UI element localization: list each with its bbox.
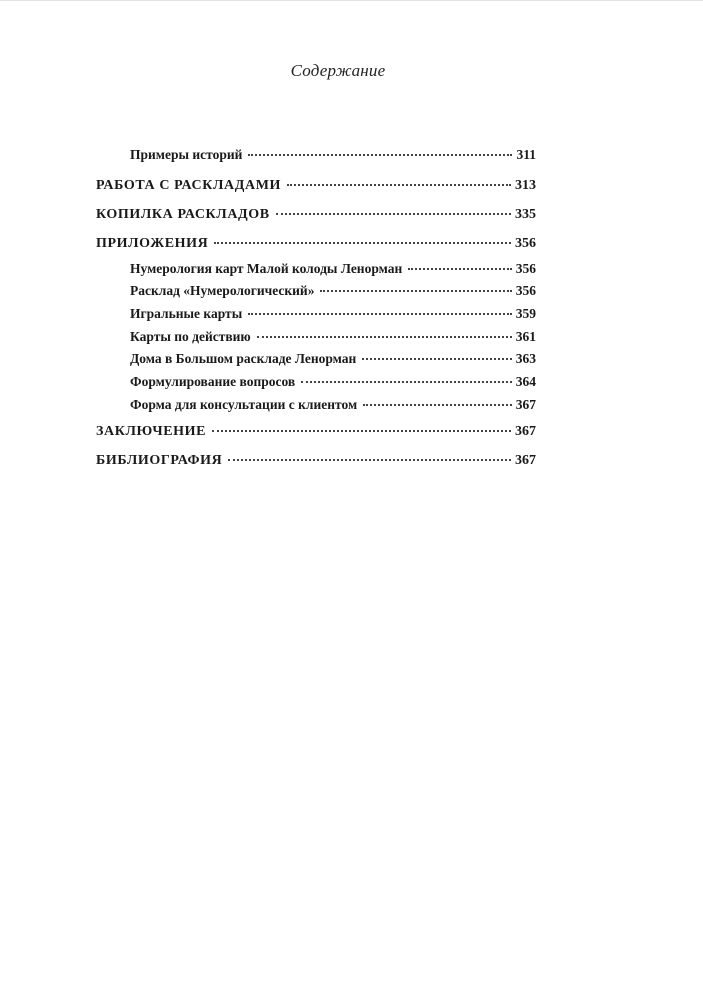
toc-entry-igralnye-karty xyxy=(96,303,536,326)
dot-leader xyxy=(408,268,511,270)
toc-entry-label: ПРИЛОЖЕНИЯ xyxy=(96,235,209,251)
toc-entry-primery-istoriy xyxy=(96,144,536,167)
toc-entry-rasklad-numerologicheskiy xyxy=(96,280,536,303)
toc-entry-page: 367 xyxy=(515,452,536,468)
dot-leader xyxy=(257,336,512,338)
toc-entry-label: Дома в Большом раскладе Ленорман xyxy=(130,351,357,367)
toc-entry-page: 356 xyxy=(515,283,536,299)
dot-leader xyxy=(320,290,511,292)
toc-entry-page: 356 xyxy=(515,260,536,276)
toc-entry-page: 361 xyxy=(515,328,536,344)
toc-entry-bibliografiya xyxy=(96,446,536,475)
toc-entry-label: Форма для консультации с клиентом xyxy=(130,396,358,412)
toc-entry-page: 359 xyxy=(515,306,536,322)
toc-entry-label: БИБЛИОГРАФИЯ xyxy=(96,452,223,468)
toc-entry-rabota-s-raskladami xyxy=(96,171,536,200)
toc-entry-page: 363 xyxy=(515,351,536,367)
toc-entry-page: 356 xyxy=(515,235,536,251)
dot-leader xyxy=(228,459,511,461)
toc-entry-label: Нумерология карт Малой колоды Ленорман xyxy=(130,260,403,276)
toc-entry-label: РАБОТА С РАСКЛАДАМИ xyxy=(96,177,282,193)
toc-entry-label: Формулирование вопросов xyxy=(130,374,296,390)
dot-leader xyxy=(276,213,511,215)
toc-entry-page: 367 xyxy=(515,396,536,412)
dot-leader xyxy=(362,358,511,360)
toc-entry-formulirovanie-voprosov xyxy=(96,371,536,394)
toc-entry-label: Игральные карты xyxy=(130,306,243,322)
toc-entry-page: 311 xyxy=(516,147,536,162)
dot-leader xyxy=(287,184,511,186)
toc-entry-label: Расклад «Нумерологический» xyxy=(130,283,315,299)
toc-entry-forma-dlya-konsultatsii xyxy=(96,394,536,417)
dot-leader xyxy=(301,381,512,383)
toc-entry-numerologiya xyxy=(96,258,536,281)
page-title: Содержание xyxy=(290,61,386,80)
toc-entry-doma-v-bolshom-rasklade xyxy=(96,348,536,371)
table-of-contents xyxy=(96,144,536,475)
dot-leader xyxy=(212,430,511,432)
toc-entry-zaklyuchenie xyxy=(96,417,536,446)
toc-entry-prilozheniya xyxy=(96,229,536,258)
toc-entry-label: ЗАКЛЮЧЕНИЕ xyxy=(96,423,207,439)
toc-entry-page: 364 xyxy=(515,374,536,390)
dot-leader xyxy=(248,313,512,315)
toc-entry-page: 313 xyxy=(515,177,536,193)
dot-leader xyxy=(248,154,512,156)
toc-entry-kopilka-raskladov xyxy=(96,200,536,229)
toc-entry-karty-po-deystviyu xyxy=(96,326,536,349)
dot-leader xyxy=(214,242,511,244)
dot-leader xyxy=(363,404,512,406)
toc-entry-page: 367 xyxy=(515,423,536,439)
toc-entry-label: Карты по действию xyxy=(130,328,251,344)
toc-entry-page: 335 xyxy=(515,206,536,222)
toc-entry-label: КОПИЛКА РАСКЛАДОВ xyxy=(96,206,270,222)
toc-entry-label: Примеры историй xyxy=(130,147,243,162)
